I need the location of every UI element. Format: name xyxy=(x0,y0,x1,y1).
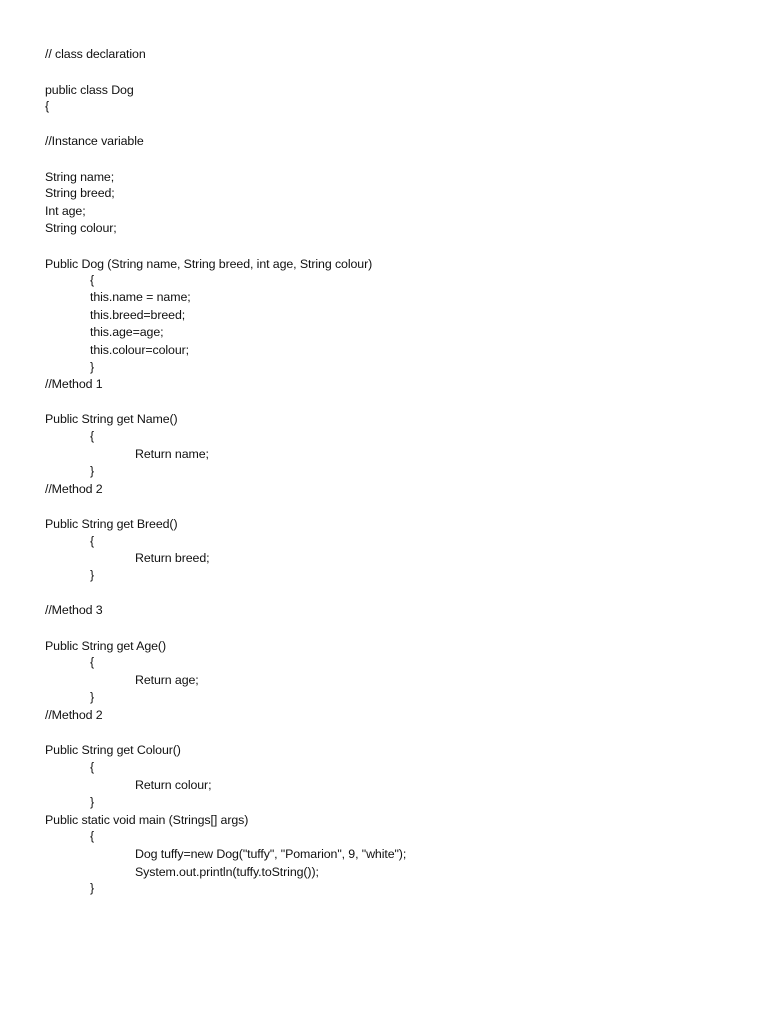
brace-line: { xyxy=(90,655,95,669)
field-line: Int age; xyxy=(45,204,86,218)
field-line: String colour; xyxy=(45,221,117,235)
method-signature-line: Public String get Breed() xyxy=(45,517,178,531)
brace-line: } xyxy=(90,464,95,478)
brace-line: { xyxy=(90,534,95,548)
brace-line: { xyxy=(45,99,50,113)
statement-line: Return breed; xyxy=(135,551,210,565)
comment-line: //Method 2 xyxy=(45,482,103,496)
statement-line: System.out.println(tuffy.toString()); xyxy=(135,865,319,879)
method-signature-line: Public String get Colour() xyxy=(45,743,181,757)
brace-line: } xyxy=(90,360,95,374)
brace-line: { xyxy=(90,829,95,843)
statement-line: this.age=age; xyxy=(90,325,164,339)
class-declaration-line: public class Dog xyxy=(45,83,134,97)
statement-line: Return age; xyxy=(135,673,199,687)
statement-line: this.breed=breed; xyxy=(90,308,186,322)
brace-line: } xyxy=(90,881,95,895)
brace-line: } xyxy=(90,690,95,704)
field-line: String breed; xyxy=(45,186,115,200)
statement-line: Return name; xyxy=(135,447,209,461)
method-signature-line: Public static void main (Strings[] args) xyxy=(45,813,249,827)
brace-line: } xyxy=(90,568,95,582)
brace-line: { xyxy=(90,760,95,774)
comment-line: //Instance variable xyxy=(45,134,144,148)
brace-line: { xyxy=(90,273,95,287)
statement-line: Return colour; xyxy=(135,778,212,792)
comment-line: //Method 1 xyxy=(45,377,103,391)
statement-line: this.name = name; xyxy=(90,290,191,304)
method-signature-line: Public String get Age() xyxy=(45,639,166,653)
statement-line: Dog tuffy=new Dog("tuffy", "Pomarion", 9, "white"); xyxy=(135,847,407,861)
constructor-signature-line: Public Dog (String name, String breed, int age, String colour) xyxy=(45,257,373,271)
field-line: String name; xyxy=(45,170,115,184)
method-signature-line: Public String get Name() xyxy=(45,412,178,426)
comment-line: // class declaration xyxy=(45,47,146,61)
statement-line: this.colour=colour; xyxy=(90,343,189,357)
brace-line: { xyxy=(90,429,95,443)
comment-line: //Method 3 xyxy=(45,603,103,617)
comment-line: //Method 2 xyxy=(45,708,103,722)
brace-line: } xyxy=(90,795,95,809)
